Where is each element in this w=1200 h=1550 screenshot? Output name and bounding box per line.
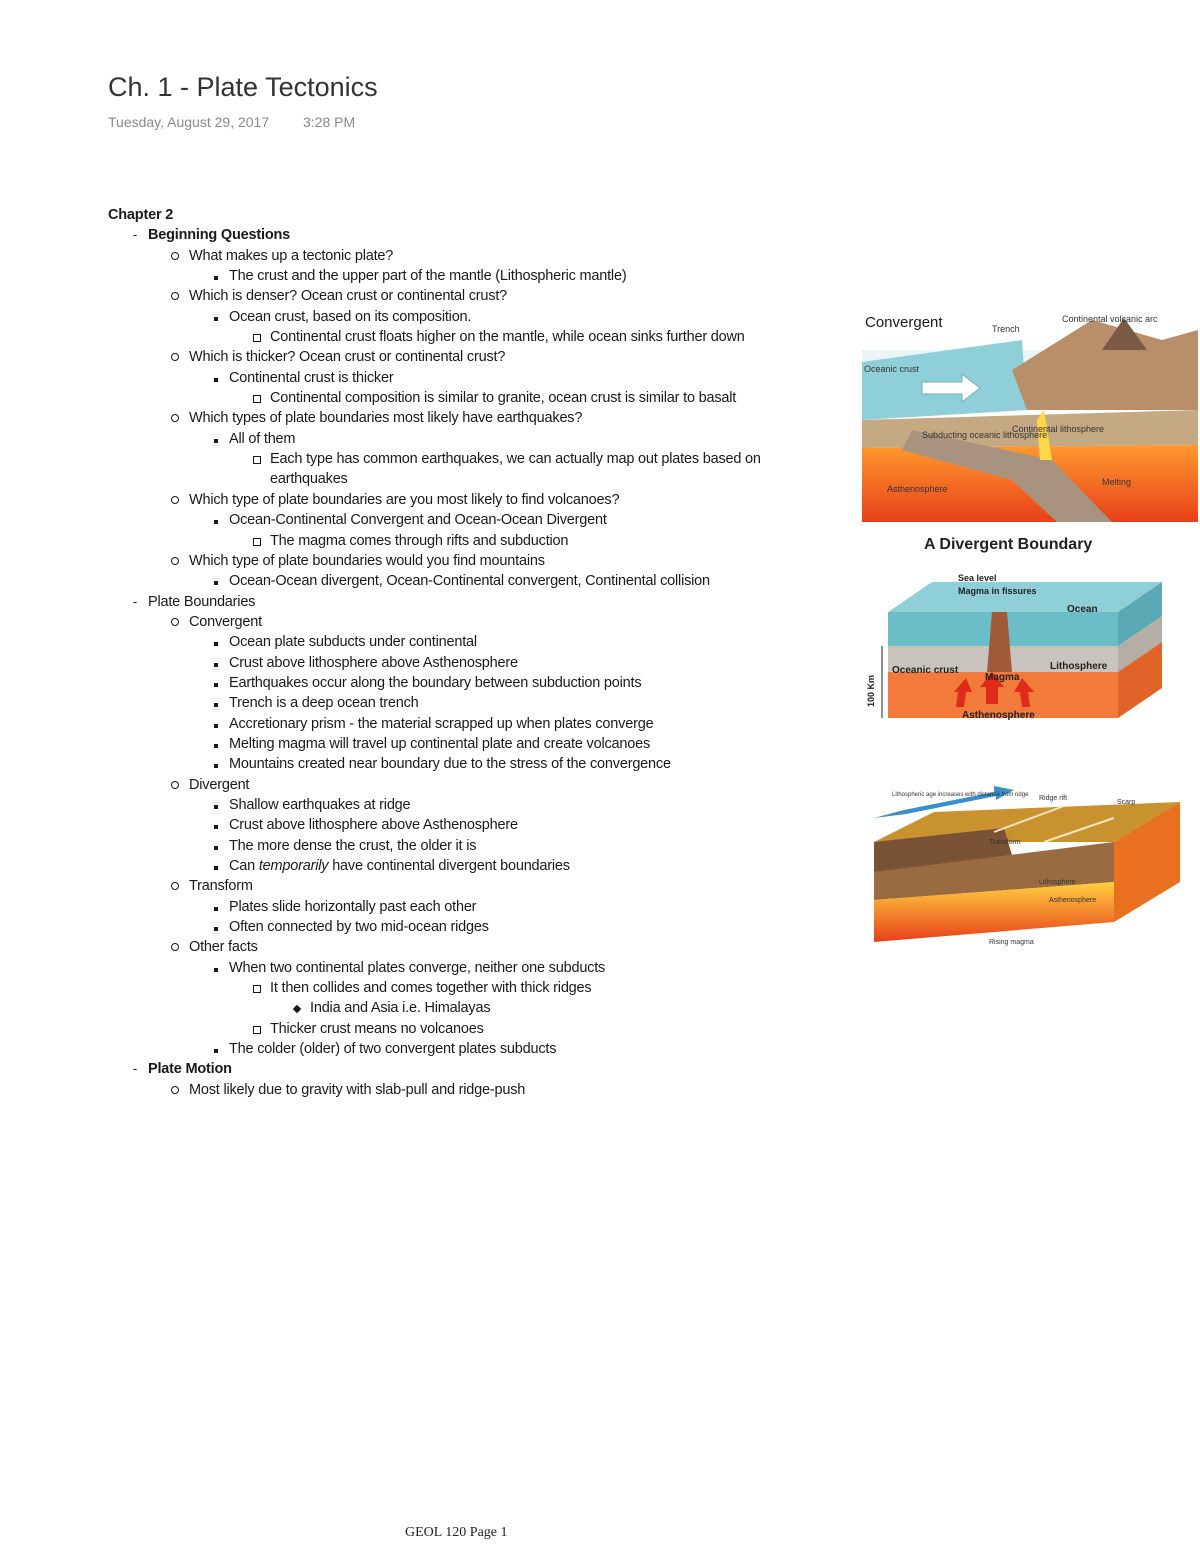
- note-text: Ocean crust, based on its composition.: [229, 308, 472, 325]
- note-text: The magma comes through rifts and subduction: [270, 532, 569, 549]
- note-text: Transform: [189, 878, 253, 895]
- note-line[interactable]: [108, 937, 828, 957]
- bullet-circle-icon: [168, 876, 182, 896]
- bullet-dash-icon: -: [132, 593, 138, 609]
- ridge-rift-label: Ridge rift: [1039, 795, 1068, 802]
- note-text: Continental crust floats higher on the mantle, while ocean sinks further down: [270, 329, 745, 346]
- note-text: Plate Boundaries: [148, 593, 256, 610]
- note-text: Trench is a deep ocean trench: [229, 695, 419, 712]
- note-text: Continental composition is similar to granite, ocean crust is similar to basalt: [270, 390, 737, 407]
- note-line[interactable]: [108, 876, 828, 896]
- bullet-square-filled-icon: [209, 836, 223, 856]
- note-line[interactable]: [108, 571, 828, 591]
- ocean-label: Ocean: [1067, 604, 1098, 615]
- melting-label: Melting: [1102, 477, 1132, 487]
- bullet-square-filled-icon: [209, 266, 223, 286]
- note-line[interactable]: [108, 632, 828, 652]
- note-line[interactable]: [108, 673, 828, 693]
- magma-fissures-label: Magma in fissures: [958, 586, 1037, 596]
- bullet-circle-icon: [168, 246, 182, 266]
- bullet-circle-icon: [168, 286, 182, 306]
- lithosphere-div-label: Lithosphere: [1050, 661, 1108, 672]
- bullet-square-filled-icon: [209, 856, 223, 876]
- bullet-square-open-icon: [250, 388, 264, 409]
- note-line[interactable]: [108, 307, 828, 327]
- bullet-square-filled-icon: [209, 795, 223, 815]
- page-footer: GEOL 120 Page 1: [405, 1525, 508, 1540]
- note-line[interactable]: [108, 429, 828, 449]
- note-line[interactable]: [108, 490, 828, 510]
- note-text: When two continental plates converge, neither one subducts: [229, 959, 606, 976]
- note-text: Melting magma will travel up continental plate and create volcanoes: [229, 735, 651, 752]
- note-line[interactable]: [108, 368, 828, 388]
- bullet-square-open-icon: [250, 1019, 264, 1040]
- bullet-square-filled-icon: [209, 693, 223, 713]
- bullet-square-filled-icon: [209, 571, 223, 591]
- bullet-circle-icon: [168, 490, 182, 510]
- bullet-square-filled-icon: [209, 714, 223, 734]
- bullet-square-filled-icon: [209, 1039, 223, 1059]
- bullet-square-filled-icon: [209, 653, 223, 673]
- note-text: Other facts: [189, 939, 258, 956]
- bullet-dash-icon: -: [132, 227, 138, 243]
- bullet-square-filled-icon: [209, 815, 223, 835]
- note-text: Which types of plate boundaries most likely have earthquakes?: [189, 410, 583, 427]
- bullet-circle-icon: [168, 612, 182, 632]
- note-line[interactable]: [108, 815, 828, 835]
- note-text: Ocean-Ocean divergent, Ocean-Continental convergent, Continental collision: [229, 573, 710, 590]
- bullet-square-open-icon: [250, 531, 264, 552]
- note-line[interactable]: [108, 998, 828, 1018]
- note-line[interactable]: [108, 897, 828, 917]
- page-datetime: [108, 114, 355, 130]
- bullet-square-filled-icon: [209, 632, 223, 652]
- bullet-square-filled-icon: [209, 917, 223, 937]
- note-text: Beginning Questions: [148, 227, 291, 244]
- astheno-label: Asthenosphere: [887, 484, 948, 494]
- arc-label: Continental volcanic arc: [1062, 314, 1158, 324]
- note-line[interactable]: [108, 205, 828, 225]
- bullet-square-filled-icon: [209, 754, 223, 774]
- bullet-circle-icon: [168, 347, 182, 367]
- page-title: Ch. 1 - Plate Tectonics: [108, 72, 378, 102]
- rising-magma-label: Rising magma: [989, 939, 1034, 946]
- bullet-square-filled-icon: [209, 307, 223, 327]
- oceanic-crust-div-label: Oceanic crust: [892, 665, 959, 676]
- note-text: Earthquakes occur along the boundary between subduction points: [229, 674, 642, 691]
- bullet-square-filled-icon: [209, 734, 223, 754]
- note-line[interactable]: [108, 978, 828, 998]
- note-line[interactable]: [108, 795, 828, 815]
- scarp-label: Scarp: [1117, 799, 1136, 806]
- note-line[interactable]: [108, 754, 828, 774]
- convergent-label: Convergent: [865, 314, 943, 331]
- convergent-diagram: [862, 310, 1198, 522]
- note-text: Which is denser? Ocean crust or continental crust?: [189, 288, 508, 305]
- note-text: Accretionary prism - the material scrapped up when plates converge: [229, 715, 654, 732]
- note-text: Plates slide horizontally past each other: [229, 898, 477, 915]
- note-text: Ocean plate subducts under continental: [229, 634, 477, 651]
- page-date: Tuesday, August 29, 2017: [108, 114, 270, 130]
- astheno-t-label: Asthenosphere: [1049, 897, 1097, 904]
- subducting-label: Subducting oceanic lithosphere: [922, 430, 1048, 440]
- note-line[interactable]: [108, 958, 828, 978]
- note-text: Each type has common earthquakes, we can actually map out plates based on earthquakes: [270, 451, 761, 488]
- lithosphere-t-label: Lithosphere: [1039, 879, 1076, 886]
- note-line[interactable]: [108, 449, 828, 490]
- note-text: Shallow earthquakes at ridge: [229, 796, 411, 813]
- note-line[interactable]: [108, 775, 828, 795]
- note-text: Which type of plate boundaries are you most likely to find volcanoes?: [189, 491, 620, 508]
- bullet-square-filled-icon: [209, 510, 223, 530]
- bullet-circle-icon: [168, 937, 182, 957]
- note-line[interactable]: [108, 286, 828, 306]
- astheno-div-label: Asthenosphere: [962, 710, 1035, 721]
- note-text: Convergent: [189, 613, 262, 630]
- note-text: Plate Motion: [148, 1061, 232, 1078]
- transform-diagram: [864, 772, 1180, 950]
- note-line[interactable]: [108, 1059, 828, 1079]
- note-text: Often connected by two mid-ocean ridges: [229, 919, 489, 936]
- sea-level-label: Sea level: [958, 573, 997, 583]
- bullet-square-filled-icon: [209, 368, 223, 388]
- note-line[interactable]: [108, 612, 828, 632]
- depth-label: 100 Km: [866, 674, 876, 707]
- note-line[interactable]: [108, 836, 828, 856]
- note-text: Divergent: [189, 776, 250, 793]
- note-text: Crust above lithosphere above Asthenosphere: [229, 654, 518, 671]
- note-text: Can temporarily have continental divergent boundaries: [229, 858, 570, 874]
- note-text: What makes up a tectonic plate?: [189, 247, 394, 264]
- bullet-dash-icon: -: [132, 1061, 138, 1077]
- bullet-square-filled-icon: [209, 958, 223, 978]
- note-line[interactable]: [108, 1039, 828, 1059]
- note-line[interactable]: [108, 266, 828, 286]
- notes-outline[interactable]: [108, 205, 828, 1100]
- note-line[interactable]: [108, 408, 828, 428]
- note-line[interactable]: [108, 1080, 828, 1100]
- continent: [1012, 320, 1198, 410]
- note-text: Which type of plate boundaries would you find mountains: [189, 552, 545, 569]
- note-line[interactable]: [108, 917, 828, 937]
- transform-label: Transform: [989, 839, 1021, 846]
- note-line[interactable]: [108, 327, 828, 347]
- note-text: Ocean-Continental Convergent and Ocean-Ocean Divergent: [229, 512, 607, 529]
- note-text: Crust above lithosphere above Asthenosphere: [229, 817, 518, 834]
- trench-label: Trench: [992, 324, 1020, 334]
- bullet-circle-icon: [168, 775, 182, 795]
- note-line[interactable]: [108, 592, 828, 612]
- bullet-square-filled-icon: [209, 897, 223, 917]
- bullet-circle-icon: [168, 551, 182, 571]
- note-text: Which is thicker? Ocean crust or continental crust?: [189, 349, 506, 366]
- cont-litho-label: Continental lithosphere: [1012, 424, 1105, 434]
- note-line[interactable]: [108, 510, 828, 530]
- note-text: The more dense the crust, the older it is: [229, 837, 477, 854]
- note-text: All of them: [229, 430, 296, 447]
- note-text: It then collides and comes together with thick ridges: [270, 980, 592, 997]
- note-line[interactable]: [108, 653, 828, 673]
- note-text: Chapter 2: [108, 207, 174, 223]
- oceanic-crust-label: Oceanic crust: [864, 364, 920, 374]
- age-note-label: Lithospheric age increases with distance from ridge: [892, 792, 1029, 798]
- note-line[interactable]: [108, 1019, 828, 1039]
- bullet-circle-icon: [168, 408, 182, 428]
- bullet-square-open-icon: [250, 327, 264, 348]
- note-text: Mountains created near boundary due to the stress of the convergence: [229, 756, 671, 773]
- bullet-square-open-icon: [250, 449, 264, 470]
- note-text: The crust and the upper part of the mantle (Lithospheric mantle): [229, 268, 627, 285]
- note-text: Most likely due to gravity with slab-pull and ridge-push: [189, 1081, 526, 1098]
- note-line[interactable]: [108, 388, 828, 408]
- bullet-diamond-icon: [290, 998, 304, 1018]
- divergent-diagram: [862, 532, 1172, 732]
- divergent-title: A Divergent Boundary: [924, 536, 1093, 553]
- note-text: India and Asia i.e. Himalayas: [310, 1000, 491, 1017]
- bullet-square-open-icon: [250, 978, 264, 999]
- bullet-square-filled-icon: [209, 673, 223, 693]
- note-line[interactable]: [108, 551, 828, 571]
- note-line[interactable]: [108, 225, 828, 245]
- note-line[interactable]: [108, 714, 828, 734]
- note-line[interactable]: [108, 531, 828, 551]
- note-line[interactable]: [108, 693, 828, 713]
- note-line[interactable]: [108, 734, 828, 754]
- note-line[interactable]: [108, 856, 828, 876]
- note-line[interactable]: [108, 246, 828, 266]
- note-line[interactable]: [108, 347, 828, 367]
- page-time: 3:28 PM: [303, 114, 356, 130]
- bullet-square-filled-icon: [209, 429, 223, 449]
- note-text: Thicker crust means no volcanoes: [270, 1020, 484, 1037]
- note-text: The colder (older) of two convergent plates subducts: [229, 1041, 557, 1058]
- magma-label: Magma: [985, 672, 1020, 683]
- bullet-circle-icon: [168, 1080, 182, 1100]
- note-text: Continental crust is thicker: [229, 369, 394, 386]
